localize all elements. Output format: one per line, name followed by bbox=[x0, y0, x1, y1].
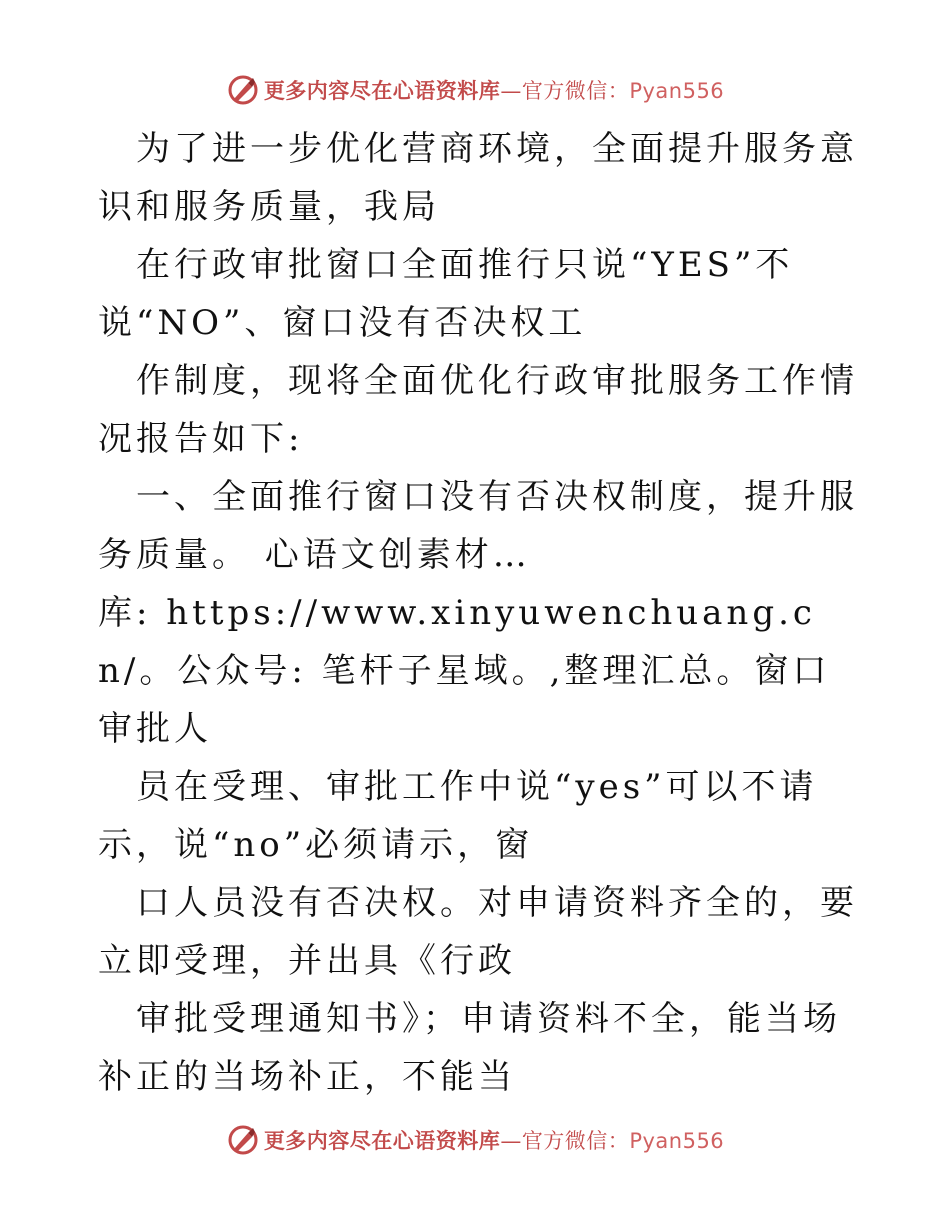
footer-wechat-label: 官方微信： bbox=[521, 1129, 630, 1153]
footer-wechat-id: Pyan556 bbox=[629, 1129, 725, 1153]
pen-logo-icon bbox=[226, 1123, 260, 1157]
footer-separator: — bbox=[500, 1129, 522, 1153]
paragraph-2: 在行政审批窗口全面推行只说“YES”不 bbox=[136, 245, 794, 285]
header-wechat-label: 官方微信： bbox=[521, 79, 630, 103]
paragraph-8: 口人员没有否决权。对申请资料齐全的，要立即受理，并出具《行政 bbox=[98, 883, 858, 981]
paragraph-4: 作制度，现将全面优化行政审批服务工作情况报告如下: bbox=[98, 361, 858, 459]
footer-text bbox=[264, 1125, 724, 1155]
paragraph-7: 员在受理、审批工作中说“yes”可以不请示，说“no”必须请示，窗 bbox=[98, 767, 818, 865]
footer-banner bbox=[0, 1120, 950, 1160]
header-main-text: 更多内容尽在心语资料库 bbox=[263, 79, 501, 103]
document-body bbox=[98, 120, 858, 1106]
header-banner bbox=[0, 70, 950, 110]
header-separator: — bbox=[500, 79, 522, 103]
header-wechat-id: Pyan556 bbox=[629, 79, 725, 103]
footer-main-text: 更多内容尽在心语资料库 bbox=[263, 1129, 501, 1153]
paragraph-9: 审批受理通知书》；申请资料不全，能当场补正的当场补正，不能当 bbox=[98, 999, 841, 1097]
paragraph-6: 库: https://www.xinyuwenchuang.cn/。公众号: 笔杆子星域。,整理汇总。窗口审批人 bbox=[98, 593, 831, 749]
pen-logo-icon bbox=[226, 73, 260, 107]
paragraph-1: 为了进一步优化营商环境，全面提升服务意识和服务质量，我局 bbox=[98, 129, 858, 227]
paragraph-3: 说“NO”、窗口没有否决权工 bbox=[98, 303, 587, 343]
header-text bbox=[264, 75, 724, 105]
paragraph-5: 一、全面推行窗口没有否决权制度，提升服务质量。 心语文创素材… bbox=[98, 477, 858, 575]
